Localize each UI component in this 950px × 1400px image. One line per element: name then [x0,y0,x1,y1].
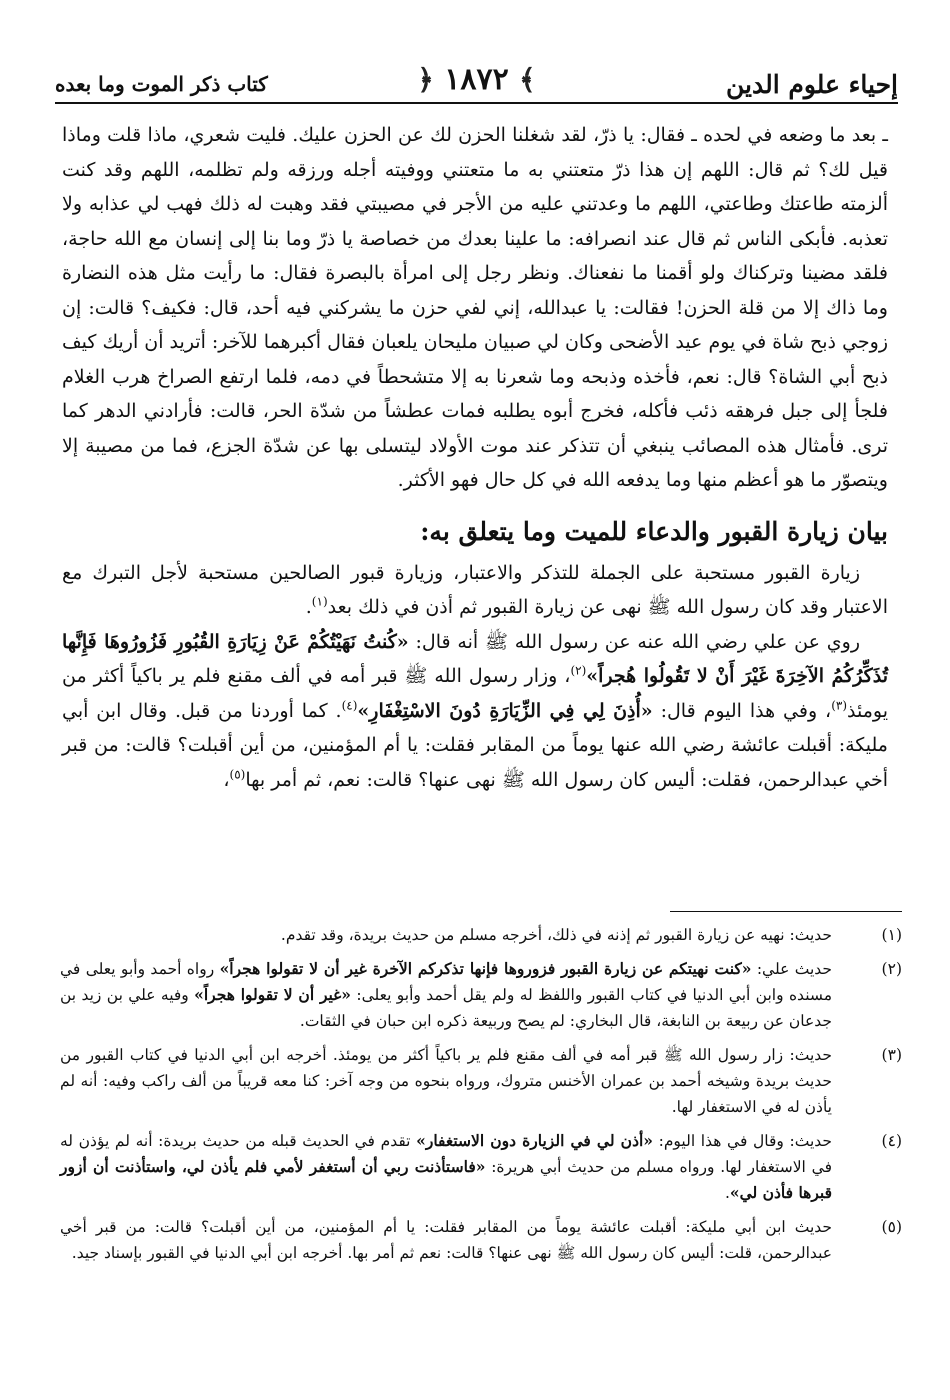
header-divider [55,102,898,104]
footnote-hadith: «غير أن لا تقولوا هجراً» [194,985,351,1004]
page-number [417,62,535,97]
footnote-hadith: «أذن لي في الزيارة دون الاستغفار» [416,1131,653,1150]
book-title: إحياء علوم الدين [726,70,898,99]
footnote-5 [60,1214,902,1266]
footnote-text: . [724,1184,730,1202]
footnote-2 [60,956,902,1034]
footnotes [60,922,902,1274]
footnote-text: حديث: وقال في هذا اليوم: [652,1132,833,1150]
footnote-marker-3[interactable]: (٣) [831,698,848,713]
footnote-4 [60,1128,902,1206]
brace-ornament-left: ﴾ [519,63,536,96]
hadith-quote-1: «كُنتُ نَهَيْتُكُمْ عَنْ زِيَارَةِ القُبُورِ فَزُورُوهَا فَإِنَّها تُذَكِّرُكُمُ الآخِرَةَ غَيْرَ أَنْ لا تَقُولُوا هُجراً» [62,630,888,687]
footnote-text: حديث علي: [751,960,832,978]
footnote-text: حديث ابن أبي مليكة: أقبلت عائشة يوماً من المقابر فقلت: يا أم المؤمنين، من أين أقبلت؟ قالت: من قبر أخي عبدالرحمن، قلت: أليس كان رسول الله ﷺ نهى عنها؟ قالت: نعم ثم أمر بها. أخرجه ابن أبي الدنيا في القبور بإسناد جيد. [60,1218,832,1262]
hadith-quote-2: «أُذِنَ لِي فِي الزِّيَارَةِ دُونَ الاسْتِغْفَارِ» [357,699,653,722]
main-text [62,118,888,797]
footnote-text: حديث: زار رسول الله ﷺ قبر أمه في ألف مقنع فلم ير باكياً أكثر من يومئذ. أخرجه ابن أبي الدنيا في كتاب القبور من حديث بريدة وشيخه أحمد بن عمران الأخنس متروك، ورواه بنحوه من وجه آخر: كنا معه قريباً من ألف راكب وفيه: أنه لم يأذن له في الاستغفار لها. [60,1046,832,1116]
footnote-text: وفيه علي بن زيد بن جدعان عن ربيعة بن النابغة، قال البخاري: لم يصح وربيعة ذكره ابن حبان في الثقات. [60,986,832,1030]
footnote-number: (١) [881,926,902,944]
footnote-number: (٤) [881,1132,902,1150]
footnote-marker-5[interactable]: (٥) [229,767,246,782]
paragraph-3-text-a: روي عن علي رضي الله عنه عن رسول الله ﷺ أنه قال: [408,630,861,653]
chapter-title: كتاب ذكر الموت وما بعده [55,72,268,96]
footnote-number: (٥) [881,1218,902,1236]
page-header [55,58,898,110]
paragraph-3-text-c: ، وفي هذا اليوم قال: [652,699,832,722]
footnote-text: رواه أحمد وأبو يعلى في مسنده وابن أبي الدنيا في كتاب القبور واللفظ له ولم يقل أحمد وأبو يعلى: [60,960,833,1004]
footnote-divider [670,911,902,912]
footnote-hadith: «فاستأذنت ربي أن أستغفر لأمي فلم يأذن لي، واستأذنت أن أزور قبرها فأذن لي» [60,1157,832,1202]
paragraph-2: زيارة القبور مستحبة على الجملة للتذكر والاعتبار، وزيارة قبور الصالحين مستحبة لأجل التبرك مع الاعتبار وقد كان رسول الله ﷺ نهى عن زيارة القبور ثم أذن في ذلك بعد$^{(١)}$. [62,561,888,618]
paragraph-1: ـ بعد ما وضعه في لحده ـ فقال: يا ذرّ، لقد شغلنا الحزن لك عن الحزن عليك. فليت شعري، ماذا قلت وماذا قيل لك؟ ثم قال: اللهم إن هذا ذرّ متعتني به ما متعتني ووفيته أجله ورزقه ولم تظلمه، اللهم وقد كنت ألزمته طاعتك وطاعتي، اللهم ما وعدتني عليه من الأجر في مصيبتي فقد وهبت له ذلك فهب لي عذابه ولا تعذبه. فأبكى الناس ثم قال عند انصرافه: ما علينا بعدك من خصاصة يا ذرّ وما بنا إلى إنسان مع الله حاجة، فلقد مضينا وتركناك ولو أقمنا ما نفعناك. ونظر رجل إلى امرأة بالبصرة فقال: ما رأيت مثل هذه النضارة وما ذاك إلا من قلة الحزن! فقالت: يا عبدالله، إني لفي حزن ما يشركني فيه أحد، قال: فكيف؟ قالت: إن زوجي ذبح شاة في يوم عيد الأضحى وكان لي صبيان مليحان يلعبان فقال أكبرهما للآخر: أتريد أن أريك كيف ذبح أبي الشاة؟ قال: نعم، فأخذه وذبحه وما شعرنا به إلا متشحطاً في دمه، فلما ارتفع الصراخ هرب الغلام فلجأ إلى جبل فرهقه ذئب فأكله، فخرج أبوه يطلبه فمات عطشاً من شدّة الحر، قالت: فأرادني الدهر كما ترى. فأمثال هذه المصائب ينبغي أن تتذكر عند موت الأولاد ليتسلى بها عن شدّة الجزع، فما من مصيبة إلا ويتصوّر ما هو أعظم منها وما يدفعه الله في كل حال فهو الأكثر. [62,124,888,491]
footnote-3 [60,1042,902,1120]
section-heading: بيان زيارة القبور والدعاء للميت وما يتعلق به: [420,516,888,546]
paragraph-3-text-d: . كما أوردنا من قبل. وقال ابن أبي مليكة: أقبلت عائشة رضي الله عنها يوماً من المقابر فقلت: يا أم المؤمنين، من أين أقبلت؟ قالت: من قبر أخي عبدالرحمن، فقلت: أليس كان رسول الله ﷺ نهى عنها؟ قالت: نعم، ثم أمر بها [62,699,888,791]
page-number-text: ١٨٧٢ [444,62,509,97]
footnote-text: تقدم في الحديث قبله من حديث بريدة: أنه لم يؤذن له في الاستغفار لها. ورواه مسلم من حديث أبي هريرة: [60,1132,832,1176]
footnote-1 [60,922,902,948]
footnote-number: (٣) [881,1046,902,1064]
paragraph-3 [62,625,888,798]
footnote-number: (٢) [881,960,902,978]
paragraph-2-text: زيارة القبور مستحبة على الجملة للتذكر والاعتبار، وزيارة قبور الصالحين مستحبة لأجل التبرك مع الاعتبار وقد كان رسول الله ﷺ نهى عن زيارة القبور ثم أذن في ذلك بعد [62,561,888,618]
brace-ornament-right: ﴿ [417,63,434,96]
footnote-hadith: «كنت نهيتكم عن زيارة القبور فزوروها فإنها تذكركم الآخرة غير أن لا تقولوا هجراً» [219,959,752,978]
footnote-text: حديث: نهيه عن زيارة القبور ثم إذنه في ذلك، أخرجه مسلم من حديث بريدة، وقد تقدم. [280,926,832,944]
footnote-marker-2[interactable]: (٢) [570,663,587,678]
paragraph-3-text-e: ، [223,768,230,791]
footnote-marker-1[interactable]: (١) [311,594,328,609]
footnote-marker-4[interactable]: (٤) [341,698,358,713]
paragraph-3-text-b: ، وزار رسول الله ﷺ قبر أمه في ألف مقنع فلم ير باكياً أكثر من يومئذ [62,665,889,722]
